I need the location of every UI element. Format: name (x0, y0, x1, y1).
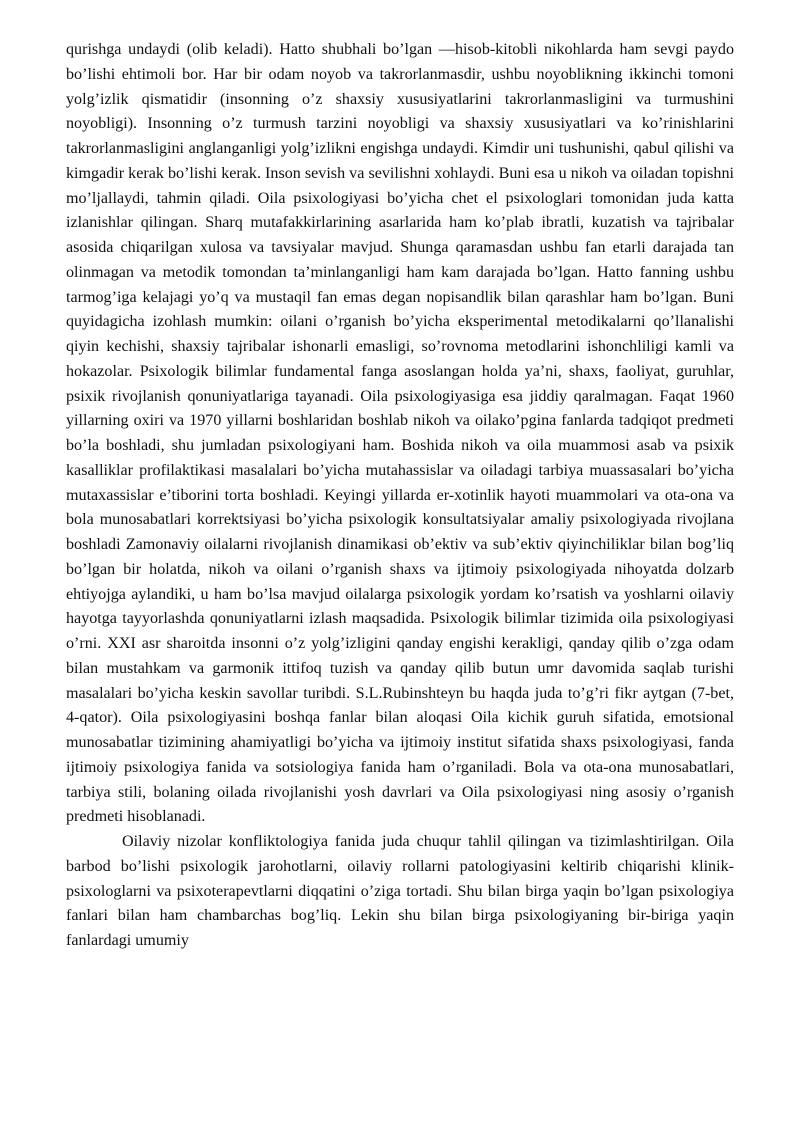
body-paragraph-2: Oilaviy nizolar konfliktologiya fanida juda chuqur tahlil qilingan va tizimlashtirilgan. Oila barbod bo’lishi psixologik jarohotlarni, oilaviy rollarni patologiyasini keltirib chiqarishi klinik-psixologlarni va psixoterapevtlarni diqqatini o’ziga tortadi. Shu bilan birga yaqin bo’lgan psixologiya fanlari bilan ham chambarchas bog’liq. Lekin shu bilan birga psixologiyaning bir-biriga yaqin fanlardagi umumiy (66, 833, 734, 949)
document-page (66, 38, 734, 954)
body-paragraph-1: qurishga undaydi (olib keladi). Hatto shubhali bo’lgan —hisob-kitobli nikohlarda ham sevgi paydo bo’lishi ehtimoli bor. Har bir odam noyob va takrorlanmasdir, ushbu noyoblikning ikkinchi tomoni yolg’izlik qismatidir (insonning o’z shaxsiy xususiyatlarini takrorlanmasligini va turmushini noyobligi). Insonning o’z turmush tarzini noyobligi va shaxsiy xususiyatlari va ko’rinishlarini takrorlanmasligini anglanganligi yolg’izlikni engishga undaydi. Kimdir uni tushunishi, qabul qilishi va kimgadir kerak bo’lishi kerak. Inson sevish va sevilishni xohlaydi. Buni esa u nikoh va oiladan topishni mo’ljallaydi, tahmin qiladi. Oila psixologiyasi bo’yicha chet el psixologlari tomonidan juda katta izlanishlar qilingan. Sharq mutafakkirlarining asarlarida ham ko’plab ibratli, kuzatish va tajribalar asosida chiqarilgan xulosa va tavsiyalar mavjud. Shunga qaramasdan ushbu fan etarli darajada tan olinmagan va metodik tomondan ta’minlanganligi ham kam darajada bo’lgan. Hatto fanning ushbu tarmog’iga kelajagi yo’q va mustaqil fan emas degan nopisandlik bilan qarashlar ham bo’lgan. Buni quyidagicha izohlash mumkin: oilani o’rganish bo’yicha eksperimental metodikalarni qo’llanalishi qiyin kechishi, shaxsiy tajribalar ishonarli emasligi, so’rovnoma metodlarini ishonchliligi kamli va hokazolar. Psixologik bilimlar fundamental fanga asoslangan holda ya’ni, shaxs, faoliyat, guruhlar, psixik rivojlanish qonuniyatlariga tayanadi. Oila psixologiyasiga esa jiddiy qaralmagan. Faqat 1960 yillarning oxiri va 1970 yillarni boshlaridan boshlab nikoh va oilako’pgina fanlarda tadqiqot predmeti bo’la boshladi, shu jumladan psixologiyani ham. Boshida nikoh va oila muammosi asab va psixik kasalliklar profilaktikasi masalalari bo’yicha mutahassislar va oiladagi tarbiya muassasalari bo’yicha mutaxassislar e’tiborini torta boshladi. Keyingi yillarda er-xotinlik hayoti muammolari va ota-ona va bola munosabatlari korrektsiyasi bo’yicha psixologik konsultatsiyalar amaliy psixologiyada rivojlana boshladi Zamonaviy oilalarni rivojlanish dinamikasi ob’ektiv va sub’ektiv qiyinchiliklar bilan bog’liq bo’lgan bir holatda, nikoh va oilani o’rganish shaxs va ijtimoiy psixologiyada nihoyatda dolzarb ehtiyojga aylandiki, u ham bo’lsa mavjud oilalarga psixologik yordam ko’rsatish va yoshlarni oilaviy hayotga tayyorlashda qonuniyatlarni izlash maqsadida. Psixologik bilimlar tizimida oila psixologiyasi o’rni. XXI asr sharoitda insonni o’z yolg’izligini qanday engishi kerakligi, qanday qilib o’zga odam bilan mustahkam va garmonik ittifoq tuzish va qanday qilib butun umr davomida saqlab turishi masalalari bo’yicha keskin savollar turibdi. S.L.Rubinshteyn bu haqda juda to’g’ri fikr aytgan (7-bet, 4-qator). Oila psixologiyasini boshqa fanlar bilan aloqasi Oila kichik guruh sifatida, emotsional munosabatlar tizimining ahamiyatligi bo’yicha va ijtimoiy institut sifatida shaxs psixologiyasi, fanda ijtimoiy psixologiya fanida va sotsiologiya fanida ham o’rganiladi. Bola va ota-ona munosabatlari, tarbiya stili, bolaning oilada rivojlanishi yosh davrlari va Oila psixologiyasi ning asosiy o’rganish predmeti hisoblanadi. (66, 41, 734, 826)
